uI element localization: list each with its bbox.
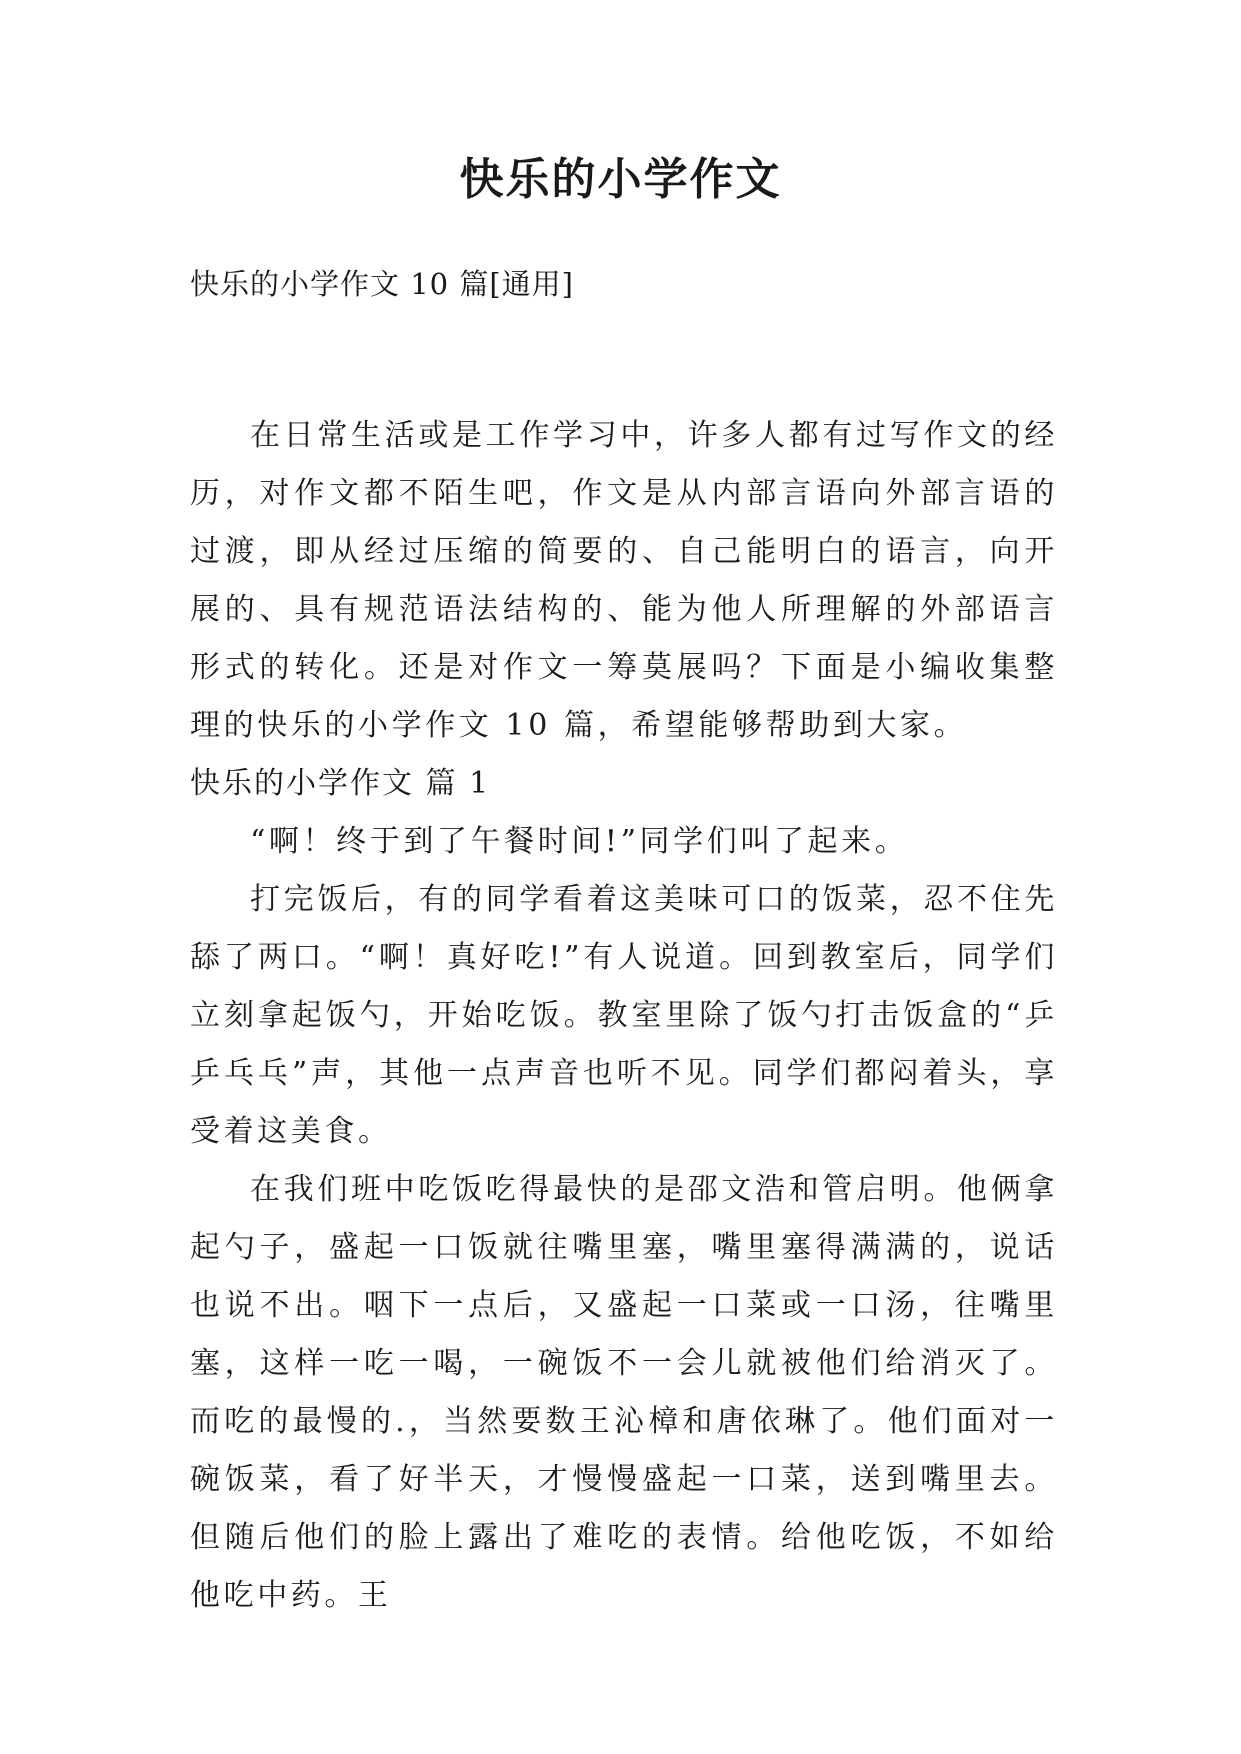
- intro-paragraph: 在日常生活或是工作学习中，许多人都有过写作文的经历，对作文都不陌生吧，作文是从内部言语向外部言语的过渡，即从经过压缩的简要的、自己能明白的语言，向开展的、具有规范语法结构的、能为他人所理解的外部语言形式的转化。还是对作文一筹莫展吗？下面是小编收集整理的快乐的小学作文 10 篇，希望能够帮助到大家。: [190, 418, 1058, 743]
- body-paragraph: 打完饭后，有的同学看着这美味可口的饭菜，忍不住先舔了两口。“啊！真好吃!”有人说道。回到教室后，同学们立刻拿起饭勺，开始吃饭。教室里除了饭勺打击饭盒的“乒乒乓乓”声，其他一点声音也听不见。同学们都闷着头，享受着这美食。: [190, 882, 1058, 1149]
- body-paragraph: “啊！终于到了午餐时间!”同学们叫了起来。: [250, 824, 909, 859]
- document-body: [190, 407, 1058, 1625]
- document-subtitle: 快乐的小学作文 10 篇[通用]: [190, 267, 574, 301]
- body-paragraph: 在我们班中吃饭吃得最快的是邵文浩和管启明。他俩拿起勺子，盛起一口饭就往嘴里塞，嘴里塞得满满的，说话也说不出。咽下一点后，又盛起一口菜或一口汤，往嘴里塞，这样一吃一喝，一碗饭不一会儿就被他们给消灭了。而吃的最慢的.，当然要数王沁樟和唐依琳了。他们面对一碗饭菜，看了好半天，才慢慢盛起一口菜，送到嘴里去。但随后他们的脸上露出了难吃的表情。给他吃饭，不如给他吃中药。王: [190, 1172, 1058, 1613]
- section-heading: 快乐的小学作文 篇 1: [190, 766, 491, 801]
- document-title: 快乐的小学作文: [459, 154, 782, 205]
